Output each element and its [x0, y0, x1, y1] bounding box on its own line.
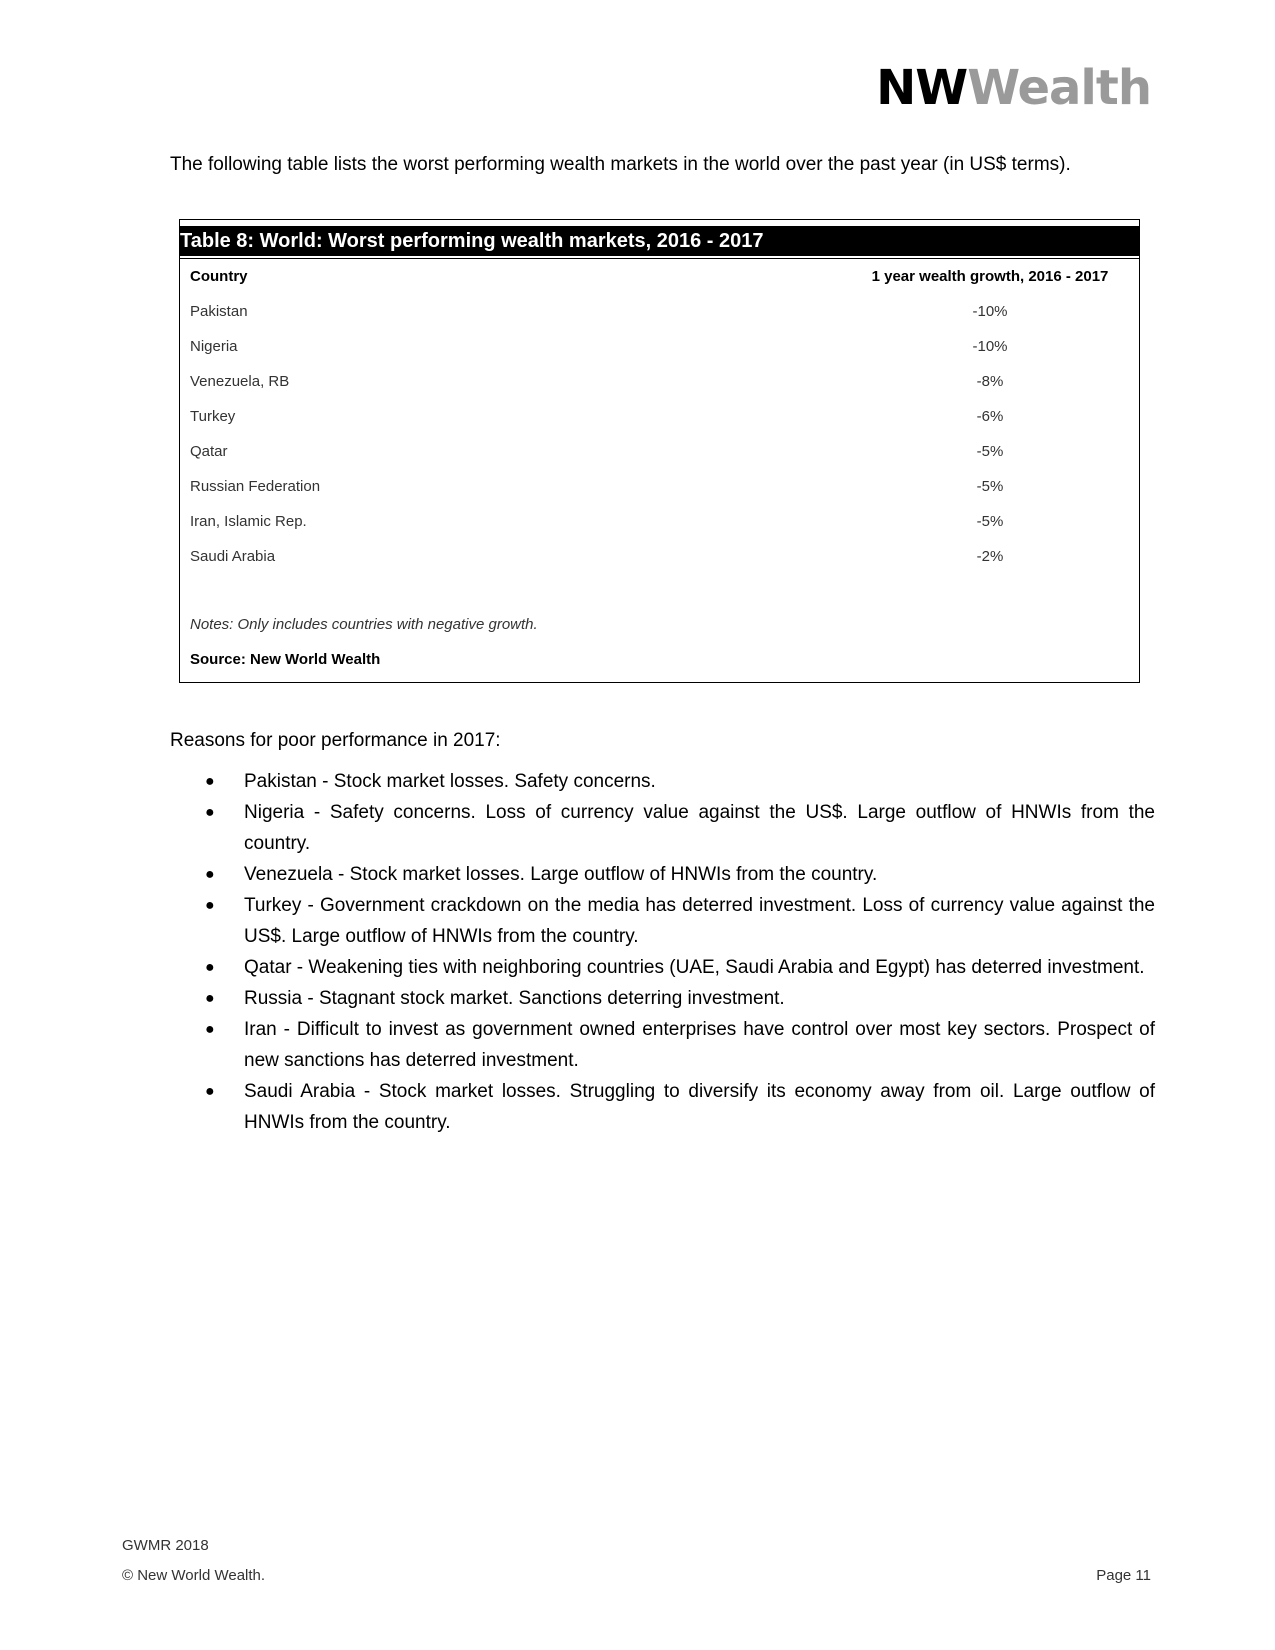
bullet-icon: ●: [205, 1021, 215, 1038]
list-item: [205, 890, 1155, 952]
cell-country: Turkey: [190, 408, 236, 425]
table-row: [180, 434, 1139, 469]
reason-text: Turkey - Government crackdown on the media has deterred investment. Loss of currency value against the US$. Large outflow of HNWIs from the country.: [244, 895, 1155, 947]
cell-growth: -10%: [972, 303, 1008, 320]
reason-text: Russia - Stagnant stock market. Sanctions deterring investment.: [244, 988, 785, 1009]
cell-growth: -10%: [972, 338, 1008, 355]
list-item: [205, 766, 1155, 797]
cell-growth: -6%: [976, 408, 1004, 425]
cell-growth: -2%: [976, 548, 1004, 565]
logo-nw: NW: [876, 60, 968, 116]
list-item: [205, 952, 1155, 983]
table-title: Table 8: World: Worst performing wealth markets, 2016 - 2017: [180, 226, 1139, 256]
table-row: [180, 469, 1139, 504]
table-header-row: [180, 259, 1139, 294]
cell-growth: -5%: [976, 478, 1004, 495]
table-row: [180, 364, 1139, 399]
footer-report: GWMR 2018: [122, 1537, 209, 1554]
wealth-table: [179, 219, 1140, 683]
cell-growth: -5%: [976, 513, 1004, 530]
list-item: [205, 859, 1155, 890]
cell-country: Saudi Arabia: [190, 548, 276, 565]
intro-paragraph: The following table lists the worst performing wealth markets in the world over the past year (in US$ terms).: [170, 154, 1071, 175]
bullet-icon: ●: [205, 804, 215, 821]
logo-wealth: Wealth: [967, 60, 1151, 116]
table-notes: Notes: Only includes countries with negative growth.: [190, 616, 538, 633]
bullet-icon: ●: [205, 1083, 215, 1100]
reason-text: Venezuela - Stock market losses. Large outflow of HNWIs from the country.: [244, 864, 878, 885]
cell-country: Nigeria: [190, 338, 238, 355]
cell-country: Russian Federation: [190, 478, 321, 495]
table-row: [180, 329, 1139, 364]
cell-country: Qatar: [190, 443, 228, 460]
bullet-icon: ●: [205, 990, 215, 1007]
bullet-icon: ●: [205, 866, 215, 883]
list-item: [205, 983, 1155, 1014]
reasons-heading: Reasons for poor performance in 2017:: [170, 730, 501, 751]
reason-text: Pakistan - Stock market losses. Safety concerns.: [244, 771, 656, 792]
header-country: Country: [190, 268, 248, 285]
cell-growth: -5%: [976, 443, 1004, 460]
reason-text: Iran - Difficult to invest as government owned enterprises have control over most key sectors. Prospect of new sanctions has deterred investment.: [244, 1019, 1155, 1071]
cell-country: Iran, Islamic Rep.: [190, 513, 307, 530]
cell-country: Pakistan: [190, 303, 248, 320]
table-row: [180, 504, 1139, 539]
footer-page-number: Page 11: [1096, 1567, 1151, 1584]
list-item: [205, 1076, 1155, 1138]
bullet-icon: ●: [205, 897, 215, 914]
reason-text: Qatar - Weakening ties with neighboring countries (UAE, Saudi Arabia and Egypt) has deterred investment.: [244, 957, 1145, 978]
reasons-list: [205, 766, 1155, 1138]
bullet-icon: ●: [205, 959, 215, 976]
cell-growth: -8%: [976, 373, 1004, 390]
reason-text: Saudi Arabia - Stock market losses. Struggling to diversify its economy away from oil. Large outflow of HNWIs from the country.: [244, 1081, 1155, 1133]
bullet-icon: ●: [205, 773, 215, 790]
table-source: Source: New World Wealth: [190, 651, 381, 668]
table-row: [180, 399, 1139, 434]
list-item: [205, 1014, 1155, 1076]
table-row: [180, 539, 1139, 574]
cell-country: Venezuela, RB: [190, 373, 290, 390]
reason-text: Nigeria - Safety concerns. Loss of currency value against the US$. Large outflow of HNWIs from the country.: [244, 802, 1155, 854]
footer-copyright: © New World Wealth.: [122, 1567, 266, 1584]
header-growth: 1 year wealth growth, 2016 - 2017: [871, 268, 1109, 285]
brand-logo: [876, 60, 1151, 116]
list-item: [205, 797, 1155, 859]
table-row: [180, 294, 1139, 329]
